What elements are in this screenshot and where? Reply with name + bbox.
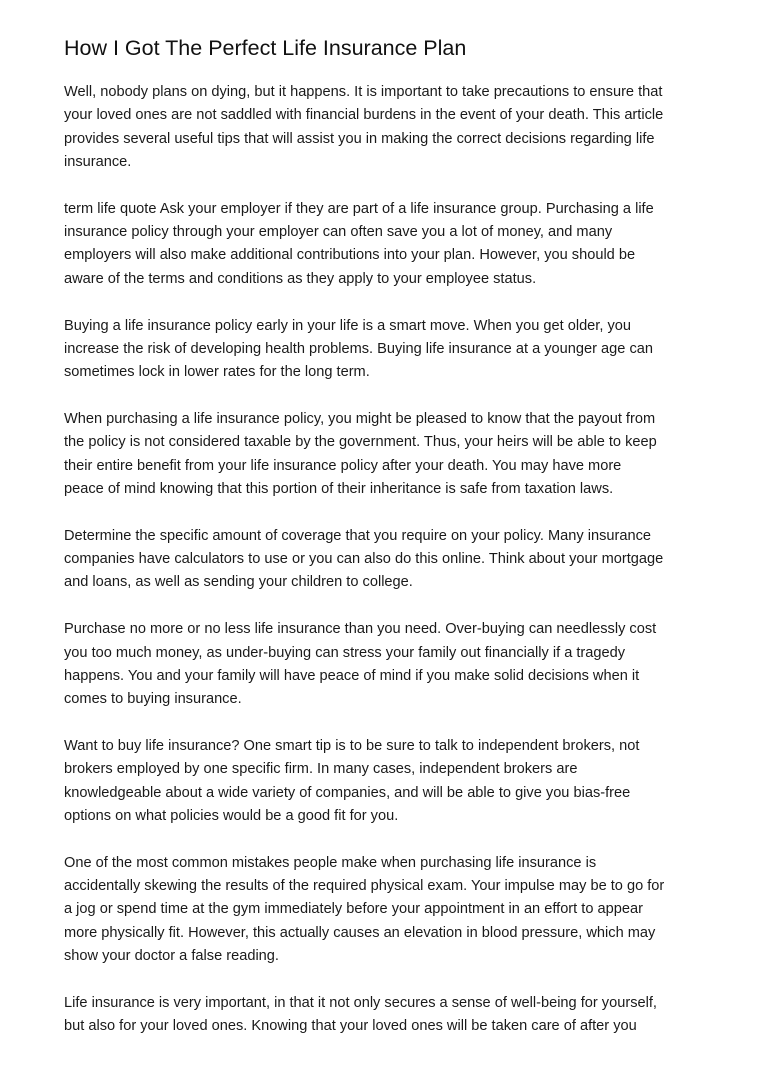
- paragraph-line: insurance.: [64, 153, 132, 170]
- paragraph-line: but also for your loved ones. Knowing that your loved ones will be taken care of after you: [64, 1018, 637, 1035]
- paragraph-line: show your doctor a false reading.: [64, 948, 279, 965]
- paragraph-line: a jog or spend time at the gym immediately before your appointment in an effort to appear: [64, 901, 643, 918]
- paragraph-line: options on what policies would be a good fit for you.: [64, 807, 399, 824]
- paragraph: [64, 81, 704, 174]
- paragraph: [64, 315, 704, 385]
- paragraph-line: and loans, as well as sending your children to college.: [64, 574, 413, 591]
- paragraph-line: insurance policy through your employer can often save you a lot of money, and many: [64, 224, 613, 241]
- paragraph-line: Want to buy life insurance? One smart tip is to be sure to talk to independent brokers, not: [64, 738, 640, 755]
- paragraph-line: brokers employed by one specific firm. In many cases, independent brokers are: [64, 761, 578, 778]
- paragraph-line: knowledgeable about a wide variety of companies, and will be able to give you bias-free: [64, 784, 631, 801]
- paragraph: [64, 525, 704, 595]
- paragraph-line: your loved ones are not saddled with financial burdens in the event of your death. This article: [64, 107, 664, 124]
- paragraph-line: increase the risk of developing health problems. Buying life insurance at a younger age can: [64, 340, 653, 357]
- paragraph: [64, 408, 704, 501]
- paragraph-line: When purchasing a life insurance policy, you might be pleased to know that the payout from: [64, 411, 656, 428]
- paragraph: [64, 618, 704, 711]
- paragraph-line: sometimes lock in lower rates for the long term.: [64, 364, 370, 381]
- paragraph-line: aware of the terms and conditions as they apply to your employee status.: [64, 270, 537, 287]
- paragraph: [64, 735, 704, 828]
- paragraph-line: companies have calculators to use or you can also do this online. Think about your mortgage: [64, 551, 664, 568]
- paragraph: [64, 852, 704, 968]
- paragraph-line: Well, nobody plans on dying, but it happens. It is important to take precautions to ensure that: [64, 84, 663, 100]
- paragraph-line: more physically fit. However, this actually causes an elevation in blood pressure, which may: [64, 924, 656, 941]
- paragraph-line: Purchase no more or no less life insurance than you need. Over-buying can needlessly cost: [64, 621, 657, 638]
- paragraph-line: their entire benefit from your life insurance policy after your death. You may have more: [64, 457, 622, 474]
- paragraph-line: One of the most common mistakes people make when purchasing life insurance is: [64, 854, 597, 871]
- paragraph-line: provides several useful tips that will assist you in making the correct decisions regarding life: [64, 130, 655, 147]
- paragraph-line: happens. You and your family will have peace of mind if you make solid decisions when it: [64, 667, 640, 684]
- paragraph-line: comes to buying insurance.: [64, 691, 242, 708]
- paragraph-line: the policy is not considered taxable by the government. Thus, your heirs will be able to keep: [64, 434, 657, 451]
- paragraph-line: employers will also make additional contributions into your plan. However, you should be: [64, 247, 636, 264]
- paragraph-line: accidentally skewing the results of the required physical exam. Your impulse may be to go for: [64, 878, 665, 895]
- paragraph: [64, 992, 704, 1039]
- paragraph-line: Life insurance is very important, in that it not only secures a sense of well-being for yourself,: [64, 994, 657, 1011]
- document-body: [64, 81, 704, 1039]
- paragraph-line: Buying a life insurance policy early in your life is a smart move. When you get older, you: [64, 317, 631, 334]
- paragraph-line: term life quote Ask your employer if they are part of a life insurance group. Purchasing a life: [64, 200, 654, 217]
- paragraph-line: peace of mind knowing that this portion of their inheritance is safe from taxation laws.: [64, 480, 614, 497]
- paragraph-line: you too much money, as under-buying can stress your family out financially if a tragedy: [64, 644, 626, 661]
- paragraph: [64, 198, 704, 291]
- paragraph-line: Determine the specific amount of coverage that you require on your policy. Many insurance: [64, 527, 652, 544]
- document-page: [64, 34, 704, 1062]
- document-title: How I Got The Perfect Life Insurance Plan: [64, 36, 467, 60]
